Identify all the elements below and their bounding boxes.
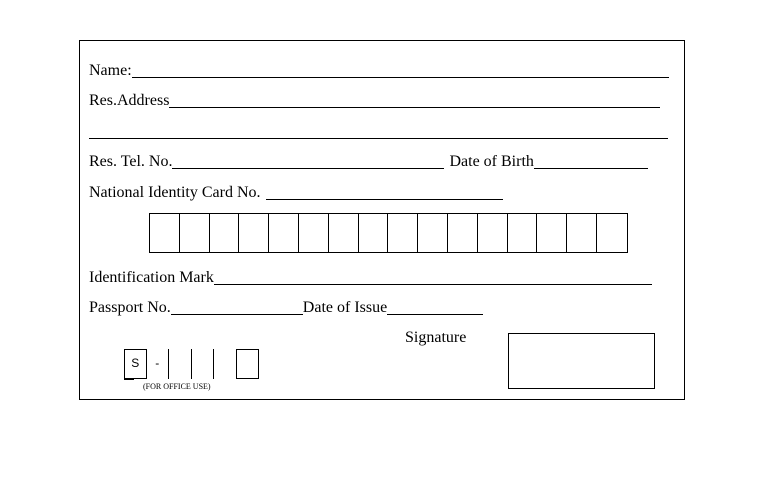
date-of-issue-label: Date of Issue bbox=[302, 299, 388, 316]
nic-digit-box[interactable] bbox=[329, 214, 359, 252]
passport-label: Passport No. bbox=[89, 299, 171, 316]
nic-digit-box[interactable] bbox=[180, 214, 210, 252]
nic-digit-boxes bbox=[149, 213, 628, 253]
dob-field[interactable] bbox=[534, 154, 648, 169]
office-digit-box[interactable] bbox=[169, 349, 192, 379]
nic-digit-box[interactable] bbox=[388, 214, 418, 252]
res-address-row bbox=[89, 92, 660, 110]
nic-digit-box[interactable] bbox=[448, 214, 478, 252]
nic-label: National Identity Card No. bbox=[89, 184, 261, 201]
nic-digit-box[interactable] bbox=[150, 214, 180, 252]
res-address-field[interactable] bbox=[169, 93, 660, 108]
nic-digit-box[interactable] bbox=[508, 214, 538, 252]
nic-digit-box[interactable] bbox=[239, 214, 269, 252]
name-field[interactable] bbox=[132, 63, 669, 78]
passport-row bbox=[89, 299, 483, 317]
office-separator-box: - bbox=[147, 349, 170, 379]
signature-label: Signature bbox=[405, 329, 467, 346]
nic-digit-box[interactable] bbox=[597, 214, 627, 252]
nic-digit-box[interactable] bbox=[478, 214, 508, 252]
tel-dob-row bbox=[89, 153, 648, 171]
name-row bbox=[89, 62, 669, 80]
nic-digit-box[interactable] bbox=[359, 214, 389, 252]
office-digit-box[interactable] bbox=[214, 349, 237, 379]
date-of-issue-field[interactable] bbox=[387, 300, 483, 315]
dob-label: Date of Birth bbox=[449, 153, 534, 170]
name-label: Name: bbox=[89, 62, 132, 79]
res-tel-label: Res. Tel. No. bbox=[89, 153, 173, 170]
identification-mark-field[interactable] bbox=[214, 270, 652, 285]
office-bracket-line bbox=[124, 379, 134, 380]
nic-field[interactable] bbox=[266, 185, 503, 200]
identification-mark-row bbox=[89, 269, 652, 287]
office-prefix-box: S bbox=[124, 349, 147, 379]
office-use-boxes bbox=[124, 349, 259, 379]
office-digit-box[interactable] bbox=[192, 349, 215, 379]
office-digit-box[interactable] bbox=[237, 349, 260, 379]
identification-mark-label: Identification Mark bbox=[89, 269, 214, 286]
nic-digit-box[interactable] bbox=[210, 214, 240, 252]
res-address-line-2[interactable] bbox=[89, 138, 668, 139]
signature-box[interactable] bbox=[508, 333, 655, 389]
office-use-note: (FOR OFFICE USE) bbox=[143, 382, 211, 391]
nic-digit-box[interactable] bbox=[537, 214, 567, 252]
nic-digit-box[interactable] bbox=[299, 214, 329, 252]
passport-field[interactable] bbox=[171, 300, 303, 315]
res-address-label: Res.Address bbox=[89, 92, 170, 109]
nic-digit-box[interactable] bbox=[269, 214, 299, 252]
nic-row bbox=[89, 184, 503, 202]
nic-digit-box[interactable] bbox=[567, 214, 597, 252]
nic-digit-box[interactable] bbox=[418, 214, 448, 252]
res-tel-field[interactable] bbox=[172, 154, 444, 169]
